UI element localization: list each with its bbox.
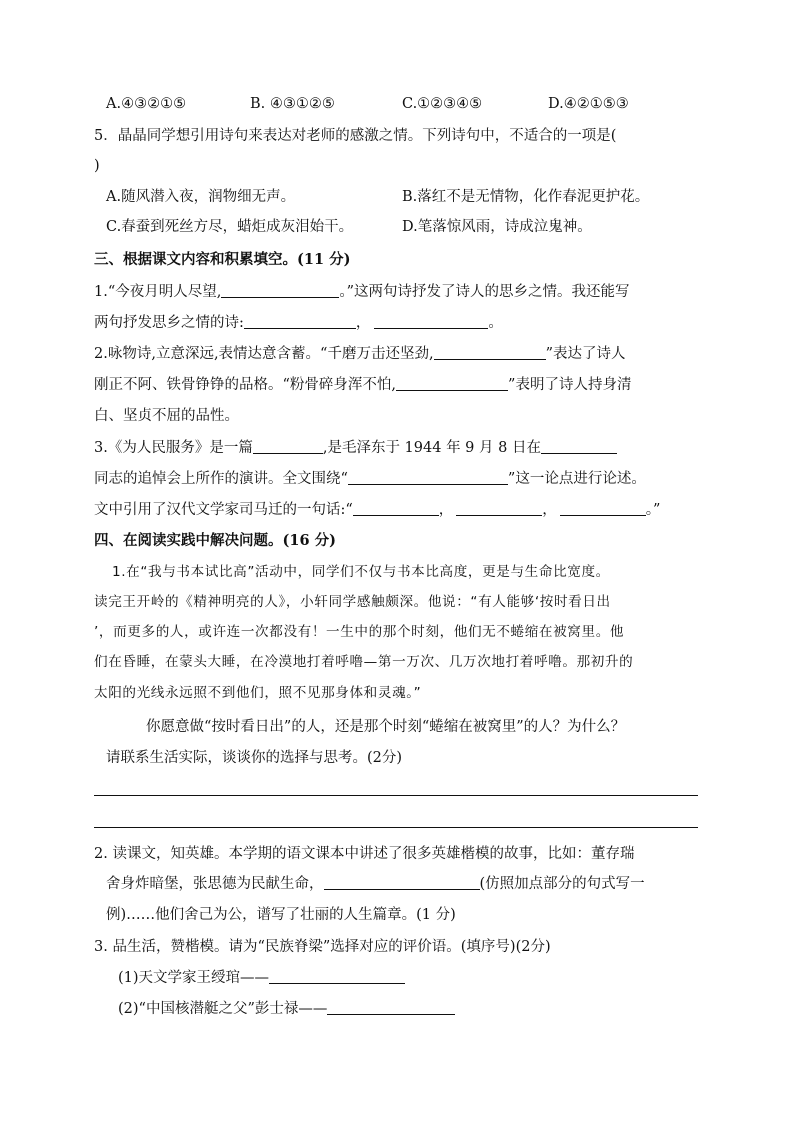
- s3-q1-end: 。: [488, 315, 503, 331]
- s3-q2-text-b: ”表达了诗人: [545, 346, 626, 362]
- s4-q2-line1: 2. 读课文，知英雄。本学期的语文课本中讲述了很多英雄楷模的故事，比如：董存瑞: [94, 846, 635, 862]
- s3-q3-text-a: 3.《为人民服务》是一篇: [94, 440, 253, 456]
- s3-q3-text-b: ,是毛泽东于 1944 年 9 月 8 日在: [322, 440, 541, 456]
- s4-q1-ask-line2: 请联系生活实际，谈谈你的选择与思考。(2分): [106, 750, 403, 766]
- q5-option-c: C.春蚕到死丝方尽，蜡炬成灰泪始干。: [106, 219, 354, 235]
- s3-q1-text-b: 。”这两句诗抒发了诗人的思乡之情。我还能写: [339, 284, 630, 300]
- answer-blank[interactable]: [456, 501, 542, 516]
- q5-stem: 5．晶晶同学想引用诗句来表达对老师的感激之情。下列诗句中，不适合的一项是(: [94, 128, 617, 144]
- s3-q1-text-a: 1.“今夜月明人尽望,: [94, 284, 222, 300]
- s3-q3-sep1: ，: [438, 502, 454, 518]
- s4-passage-line5: 太阳的光线永远照不到他们，照不见那身体和灵魂。”: [94, 685, 422, 701]
- s4-q1-ask-line1: 你愿意做“按时看日出”的人，还是那个时刻“蜷缩在被窝里”的人？为什么？: [146, 719, 626, 735]
- s3-q1-line2: [94, 313, 503, 333]
- answer-blank[interactable]: [327, 1000, 455, 1015]
- s3-q3-sep2: ，: [542, 502, 557, 518]
- answer-blank[interactable]: [244, 314, 356, 329]
- answer-blank[interactable]: [269, 969, 405, 984]
- s4-q2-text-b: 舍身炸暗堡，张思德为民献生命，: [106, 876, 324, 892]
- answer-blank[interactable]: [253, 439, 323, 454]
- q4-option-c: C.①②③④⑤: [402, 96, 483, 112]
- s4-q3-item1-label: (1)天文学家王绶琯——: [118, 970, 270, 986]
- answer-blank[interactable]: [348, 470, 508, 485]
- s4-q3-item2: [118, 999, 455, 1019]
- answer-line[interactable]: [94, 795, 698, 796]
- s4-passage-line1: 1.在“我与书本试比高”活动中，同学们不仅与书本比高度，更是与生命比宽度。: [112, 564, 610, 580]
- q4-option-d: D.④②①⑤③: [548, 96, 629, 112]
- s3-q3-text-e: 文中引用了汉代文学家司马迁的一句话:“: [94, 502, 353, 518]
- section4-heading: 四、在阅读实践中解决问题。(16 分): [94, 532, 336, 549]
- q5-option-b: B.落红不是无情物，化作春泥更护花。: [402, 189, 650, 205]
- s4-passage-line2: 读完王开岭的《精神明亮的人》，小轩同学感触颇深。他说：“有人能够‘按时看日出: [94, 594, 611, 610]
- answer-blank[interactable]: [541, 439, 617, 454]
- q5-option-a: A.随风潜入夜，润物细无声。: [106, 189, 296, 205]
- s3-q1-line1: [94, 282, 630, 302]
- s4-passage-line3: ’，而更多的人，或许连一次都没有！一生中的那个时刻，他们无不蜷缩在被窝里。他: [94, 624, 625, 640]
- answer-blank[interactable]: [324, 875, 480, 890]
- answer-blank[interactable]: [374, 314, 488, 329]
- s3-q2-line1: [94, 344, 626, 364]
- s3-q3-text-d: ”这一论点进行论述。: [507, 471, 646, 487]
- q4-option-b: B. ④③①②⑤: [250, 96, 335, 112]
- s3-q2-text-d: ”表明了诗人持身清: [508, 377, 632, 393]
- q5-option-d: D.笔落惊风雨，诗成泣鬼神。: [402, 219, 592, 235]
- s3-q2-text-a: 2.咏物诗,立意深远,表情达意含蓄。“千磨万击还坚劲,: [94, 346, 434, 362]
- s3-q2-line3: 白、坚贞不屈的品性。: [94, 408, 239, 424]
- s3-q3-line1: [94, 438, 617, 458]
- s3-q2-text-c: 刚正不阿、铁骨铮铮的品格。“粉骨碎身浑不怕,: [94, 377, 397, 393]
- s3-q1-sep: ，: [355, 315, 371, 331]
- s3-q1-text-c: 两句抒发思乡之情的诗:: [94, 315, 244, 331]
- s3-q3-end: 。”: [645, 502, 661, 518]
- s4-q3-line1: 3. 品生活，赞楷模。请为“民族脊梁”选择对应的评价语。(填序号)(2分): [94, 939, 551, 955]
- s3-q3-text-c: 同志的追悼会上所作的演讲。全文围绕“: [94, 471, 348, 487]
- q5-stem-close: ): [94, 158, 100, 174]
- answer-blank[interactable]: [221, 283, 339, 298]
- answer-blank[interactable]: [396, 376, 508, 391]
- s3-q3-line3: [94, 500, 660, 520]
- answer-blank[interactable]: [560, 501, 646, 516]
- s4-q2-text-c: (仿照加点部分的句式写一: [479, 876, 645, 892]
- s4-q2-line2: [106, 874, 645, 894]
- s4-q3-item1: [118, 968, 405, 988]
- answer-blank[interactable]: [353, 501, 439, 516]
- q4-option-a: A.④③②①⑤: [106, 96, 187, 112]
- s4-q2-line3: 例)……他们舍己为公，谱写了壮丽的人生篇章。(1 分): [106, 907, 456, 923]
- answer-blank[interactable]: [434, 345, 546, 360]
- s3-q2-line2: [94, 375, 631, 395]
- answer-line[interactable]: [94, 827, 698, 828]
- s3-q3-line2: [94, 469, 646, 489]
- section3-heading: 三、根据课文内容和积累填空。(11 分): [94, 251, 351, 268]
- s4-q3-item2-label: (2)“中国核潜艇之父”彭士禄——: [118, 1001, 328, 1017]
- s4-passage-line4: 们在昏睡，在蒙头大睡，在冷漠地打着呼噜—第一万次、几万次地打着呼噜。那初升的: [94, 654, 634, 670]
